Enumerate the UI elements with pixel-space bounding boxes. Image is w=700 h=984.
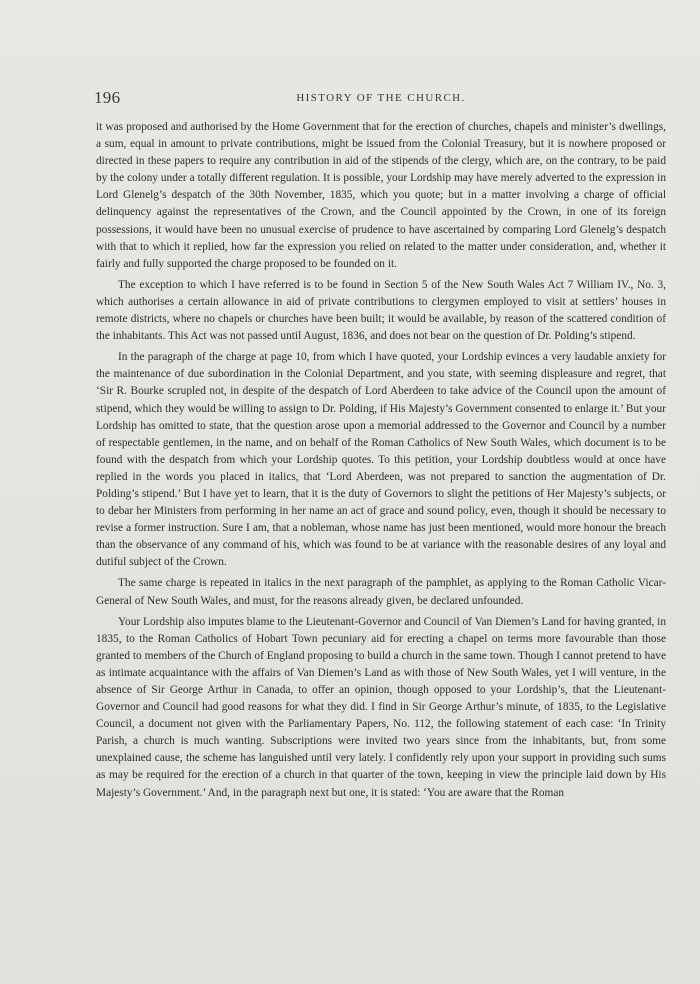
paragraph-3: In the paragraph of the charge at page 10, from which I have quoted, your Lordship evinces a very laudable anxiety for the maintenance of due subordination in the Colonial Department, and you state, with seeming displeasure and regret, that ‘Sir R. Bourke scrupled not, in despite of the despatch of Lord Aberdeen to take advice of the Council upon the amount of stipend, which they would be willing to assign to Dr. Polding, if His Majesty’s Government consented to enlarge it.’ But your Lordship has omitted to state, that the question arose upon a memorial addressed to the Governor and Council by a number of respectable gentlemen, in the name, and on behalf of the Roman Catholics of New South Wales, which document is to be found with the despatch from which your Lordship quotes. To this petition, your Lordship doubtless would at once have replied in the words you placed in italics, that ‘Lord Aberdeen, was not prepared to sanction the augmentation of Dr. Polding’s stipend.’ But I have yet to learn, that it is the duty of Governors to slight the petitions of Her Majesty’s subjects, or to debar her Ministers from performing in her name an act of grace and sound policy, even, though it should be necessary to revise a former instruction. Sure I am, that a nobleman, whose name has just been mentioned, would more honour the breach than the observance of any command of his, which was found to be at variance with the reasonable desires of any loyal and dutiful subject of the Crown. <box>96 351 666 569</box>
running-head <box>94 88 668 110</box>
body-text <box>96 119 666 806</box>
running-title: HISTORY OF THE CHURCH. <box>296 92 466 104</box>
paragraph-5: Your Lordship also imputes blame to the Lieutenant-Governor and Council of Van Diemen’s Land for having granted, in 1835, to the Roman Catholics of Hobart Town pecuniary aid for erecting a chapel on terms more favourable than those granted to members of the Church of England proposing to build a church in the same town. Though I cannot pretend to have as intimate acquaintance with the affairs of Van Diemen’s Land as with those of New South Wales, yet I will venture, in the absence of Sir George Arthur in Canada, to offer an opinion, though opposed to your Lordship’s, that the Lieutenant-Governor and Council had good reasons for what they did. I find in Sir George Arthur’s minute, of 1835, to the Legislative Council, a document not given with the Parliamentary Papers, No. 112, the following statement of each case: ‘In Trinity Parish, a church is much wanting. Subscriptions were invited two years since from the inhabitants, but, from some unexplained cause, the scheme has languished until very lately. I confidently rely upon your support in providing such sums as may be required for the erection of a church in that quarter of the town, keeping in view the principle laid down by His Majesty’s Government.’ And, in the paragraph next but one, it is stated: ‘You are aware that the Roman <box>96 615 666 799</box>
paragraph-4: The same charge is repeated in italics in the next paragraph of the pamphlet, as applying to the Roman Catholic Vicar-General of New South Wales, and must, for the reasons already given, be declared unfounded. <box>96 577 666 607</box>
page-number: 196 <box>94 88 121 107</box>
paragraph-1: it was proposed and authorised by the Home Government that for the erection of churches, chapels and minister’s dwellings, a sum, equal in amount to private contributions, might be issued from the Colonial Treasury, but it is nowhere proposed or directed in these papers to require any contribution in aid of the stipends of the clergy, which are, on the contrary, to be paid by the colony under a totally different regulation. It is possible, your Lordship may have merely adverted to the expression in Lord Glenelg’s despatch of the 30th November, 1835, which you quote; but in a matter involving a charge of official delinquency against the representatives of the Crown, and the Council appointed by the Crown, in one of its foreign possessions, it would have been no unusual exercise of prudence to have ascertained by comparing Lord Glenelg’s despatch with that to which it replied, how far the expression you relied on related to the matter under consideration, and, whether it fairly and fully supported the charge proposed to be founded on it. <box>96 121 666 270</box>
paragraph-2: The exception to which I have referred is to be found in Section 5 of the New South Wales Act 7 William IV., No. 3, which authorises a certain allowance in aid of private contributions to clergymen employed to visit at settlers’ houses in remote districts, where no chapels or churches have been built; it would be available, by reason of the scattered condition of the inhabitants. This Act was not passed until August, 1836, and does not bear on the question of Dr. Polding’s stipend. <box>96 278 666 343</box>
